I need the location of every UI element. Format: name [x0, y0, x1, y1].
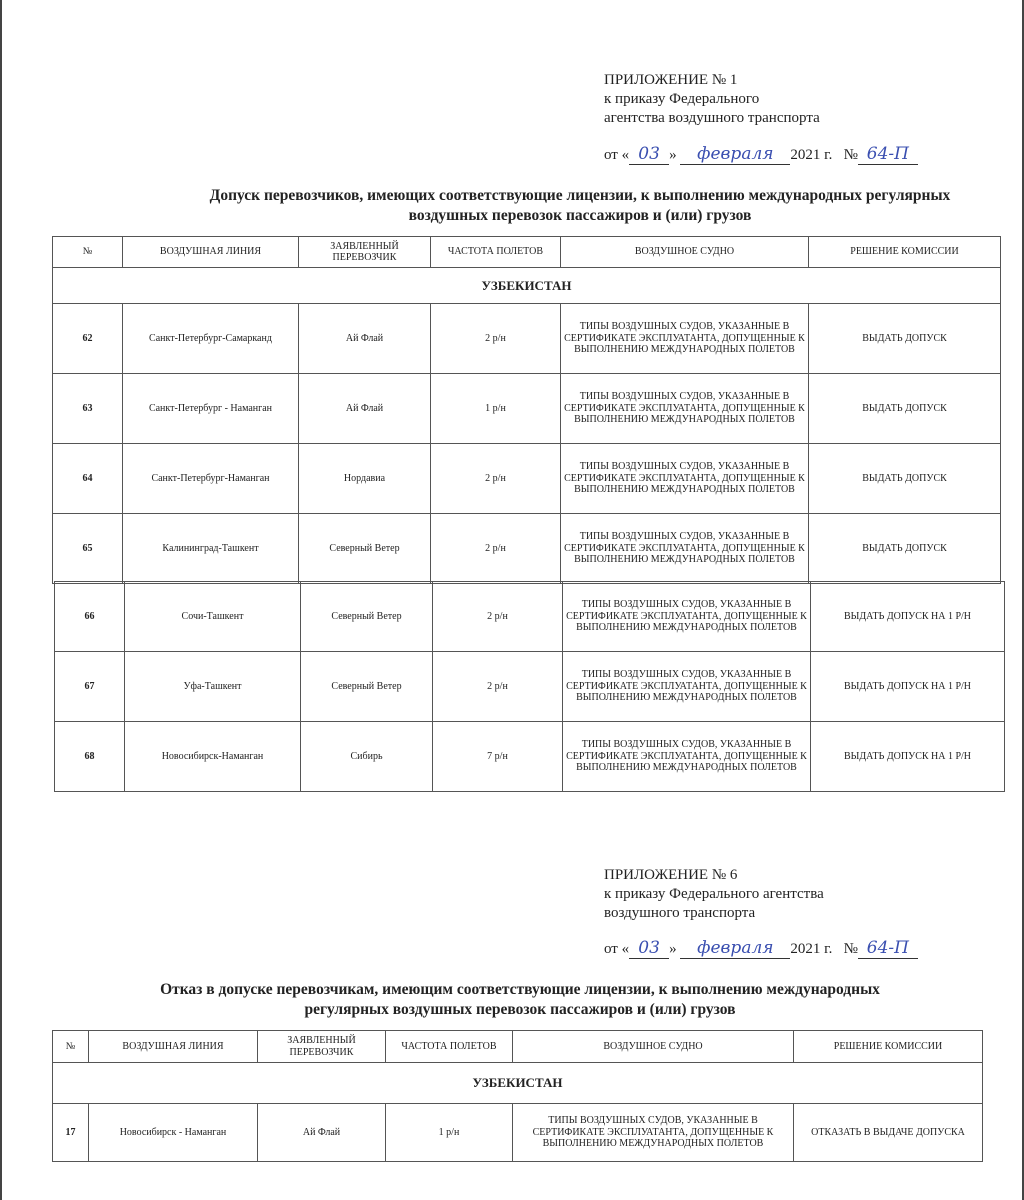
scan-edge	[0, 0, 2, 1200]
frequency: 2 р/н	[433, 582, 563, 652]
annex-line: к приказу Федерального	[604, 91, 760, 107]
aircraft-type: ТИПЫ ВОЗДУШНЫХ СУДОВ, УКАЗАННЫЕ В СЕРТИФИКАТЕ ЭКСПЛУАТАНТА, ДОПУЩЕННЫЕ К ВЫПОЛНЕНИЮ МЕЖДУНАРОДНЫХ ПОЛЕТОВ	[563, 722, 811, 792]
carrier: Ай Флай	[299, 374, 431, 444]
commission-decision: ВЫДАТЬ ДОПУСК НА 1 Р/Н	[811, 652, 1005, 722]
commission-decision: ОТКАЗАТЬ В ВЫДАЧЕ ДОПУСКА	[794, 1104, 983, 1162]
number-label: №	[843, 147, 858, 163]
table-header	[53, 237, 1001, 268]
col-header: ВОЗДУШНАЯ ЛИНИЯ	[89, 1031, 258, 1063]
commission-decision: ВЫДАТЬ ДОПУСК НА 1 Р/Н	[811, 722, 1005, 792]
carrier: Северный Ветер	[299, 514, 431, 584]
air-route: Новосибирск - Наманган	[89, 1104, 258, 1162]
number-label: №	[843, 941, 858, 957]
annex1-date	[604, 144, 918, 165]
carrier: Ай Флай	[258, 1104, 386, 1162]
aircraft-type: ТИПЫ ВОЗДУШНЫХ СУДОВ, УКАЗАННЫЕ В СЕРТИФИКАТЕ ЭКСПЛУАТАНТА, ДОПУЩЕННЫЕ К ВЫПОЛНЕНИЮ МЕЖДУНАРОДНЫХ ПОЛЕТОВ	[561, 444, 809, 514]
handwritten-number: 64-П	[858, 144, 918, 165]
annex-title: ПРИЛОЖЕНИЕ № 1	[604, 72, 738, 88]
frequency: 2 р/н	[431, 514, 561, 584]
aircraft-type: ТИПЫ ВОЗДУШНЫХ СУДОВ, УКАЗАННЫЕ В СЕРТИФИКАТЕ ЭКСПЛУАТАНТА, ДОПУЩЕННЫЕ К ВЫПОЛНЕНИЮ МЕЖДУНАРОДНЫХ ПОЛЕТОВ	[513, 1104, 794, 1162]
carrier: Северный Ветер	[301, 582, 433, 652]
col-header: №	[53, 1031, 89, 1063]
handwritten-month: февраля	[680, 938, 790, 959]
row-number: 65	[53, 514, 123, 584]
air-route: Санкт-Петербург - Наманган	[123, 374, 299, 444]
aircraft-type: ТИПЫ ВОЗДУШНЫХ СУДОВ, УКАЗАННЫЕ В СЕРТИФИКАТЕ ЭКСПЛУАТАНТА, ДОПУЩЕННЫЕ К ВЫПОЛНЕНИЮ МЕЖДУНАРОДНЫХ ПОЛЕТОВ	[561, 304, 809, 374]
heading-permit	[140, 186, 1020, 226]
table-row	[53, 1104, 983, 1162]
col-header: ЗАЯВЛЕННЫЙ ПЕРЕВОЗЧИК	[258, 1031, 386, 1063]
frequency: 1 р/н	[386, 1104, 513, 1162]
date-prefix: от «	[604, 147, 630, 163]
col-header: ВОЗДУШНОЕ СУДНО	[513, 1031, 794, 1063]
table-row	[55, 722, 1005, 792]
row-number: 62	[53, 304, 123, 374]
col-header: РЕШЕНИЕ КОМИССИИ	[809, 237, 1001, 268]
date-prefix: от «	[604, 941, 630, 957]
col-header: №	[53, 237, 123, 268]
col-header: ЗАЯВЛЕННЫЙ ПЕРЕВОЗЧИК	[299, 237, 431, 268]
heading-line: Допуск перевозчиков, имеющих соответствующие лицензии, к выполнению международных регулярных	[209, 187, 951, 204]
frequency: 2 р/н	[431, 304, 561, 374]
annex-line: к приказу Федерального агентства	[604, 886, 824, 902]
air-route: Новосибирск-Наманган	[125, 722, 301, 792]
annex-title: ПРИЛОЖЕНИЕ № 6	[604, 867, 738, 883]
heading-line: регулярных воздушных перевозок пассажиров и (или) грузов	[304, 1001, 736, 1018]
date-year: 2021 г.	[790, 147, 833, 163]
commission-decision: ВЫДАТЬ ДОПУСК	[809, 374, 1001, 444]
annex-line: воздушного транспорта	[604, 905, 756, 921]
frequency: 7 р/н	[433, 722, 563, 792]
table-header	[53, 1031, 983, 1063]
table-row	[53, 304, 1001, 374]
aircraft-type: ТИПЫ ВОЗДУШНЫХ СУДОВ, УКАЗАННЫЕ В СЕРТИФИКАТЕ ЭКСПЛУАТАНТА, ДОПУЩЕННЫЕ К ВЫПОЛНЕНИЮ МЕЖДУНАРОДНЫХ ПОЛЕТОВ	[561, 514, 809, 584]
col-header: ЧАСТОТА ПОЛЕТОВ	[386, 1031, 513, 1063]
frequency: 1 р/н	[431, 374, 561, 444]
table-row	[53, 514, 1001, 584]
col-header: ВОЗДУШНАЯ ЛИНИЯ	[123, 237, 299, 268]
table-row	[53, 374, 1001, 444]
heading-line: воздушных перевозок пассажиров и (или) грузов	[408, 207, 752, 224]
handwritten-number: 64-П	[858, 938, 918, 959]
row-number: 66	[55, 582, 125, 652]
annex6-date	[604, 938, 918, 959]
frequency: 2 р/н	[431, 444, 561, 514]
table-row	[55, 582, 1005, 652]
carrier: Ай Флай	[299, 304, 431, 374]
permit-table	[52, 236, 1001, 584]
heading-refusal	[80, 980, 960, 1020]
commission-decision: ВЫДАТЬ ДОПУСК	[809, 444, 1001, 514]
col-header: ВОЗДУШНОЕ СУДНО	[561, 237, 809, 268]
air-route: Калининград-Ташкент	[123, 514, 299, 584]
carrier: Нордавиа	[299, 444, 431, 514]
handwritten-day: 03	[629, 938, 669, 959]
aircraft-type: ТИПЫ ВОЗДУШНЫХ СУДОВ, УКАЗАННЫЕ В СЕРТИФИКАТЕ ЭКСПЛУАТАНТА, ДОПУЩЕННЫЕ К ВЫПОЛНЕНИЮ МЕЖДУНАРОДНЫХ ПОЛЕТОВ	[563, 582, 811, 652]
handwritten-month: февраля	[680, 144, 790, 165]
commission-decision: ВЫДАТЬ ДОПУСК НА 1 Р/Н	[811, 582, 1005, 652]
date-year: 2021 г.	[790, 941, 833, 957]
col-header: РЕШЕНИЕ КОМИССИИ	[794, 1031, 983, 1063]
country-row: УЗБЕКИСТАН	[53, 268, 1001, 304]
country-row: УЗБЕКИСТАН	[53, 1063, 983, 1104]
commission-decision: ВЫДАТЬ ДОПУСК	[809, 514, 1001, 584]
carrier: Северный Ветер	[301, 652, 433, 722]
air-route: Санкт-Петербург-Самарканд	[123, 304, 299, 374]
date-quote: »	[669, 941, 677, 957]
aircraft-type: ТИПЫ ВОЗДУШНЫХ СУДОВ, УКАЗАННЫЕ В СЕРТИФИКАТЕ ЭКСПЛУАТАНТА, ДОПУЩЕННЫЕ К ВЫПОЛНЕНИЮ МЕЖДУНАРОДНЫХ ПОЛЕТОВ	[563, 652, 811, 722]
table-row	[55, 652, 1005, 722]
heading-line: Отказ в допуске перевозчикам, имеющим соответствующие лицензии, к выполнению международных	[160, 981, 880, 998]
table-row	[53, 444, 1001, 514]
annex-line: агентства воздушного транспорта	[604, 110, 820, 126]
row-number: 63	[53, 374, 123, 444]
row-number: 17	[53, 1104, 89, 1162]
row-number: 64	[53, 444, 123, 514]
annex1-block	[604, 71, 820, 128]
commission-decision: ВЫДАТЬ ДОПУСК	[809, 304, 1001, 374]
aircraft-type: ТИПЫ ВОЗДУШНЫХ СУДОВ, УКАЗАННЫЕ В СЕРТИФИКАТЕ ЭКСПЛУАТАНТА, ДОПУЩЕННЫЕ К ВЫПОЛНЕНИЮ МЕЖДУНАРОДНЫХ ПОЛЕТОВ	[561, 374, 809, 444]
air-route: Уфа-Ташкент	[125, 652, 301, 722]
permit-table-continued	[54, 581, 1005, 792]
row-number: 67	[55, 652, 125, 722]
row-number: 68	[55, 722, 125, 792]
date-quote: »	[669, 147, 677, 163]
air-route: Санкт-Петербург-Наманган	[123, 444, 299, 514]
handwritten-day: 03	[629, 144, 669, 165]
carrier: Сибирь	[301, 722, 433, 792]
frequency: 2 р/н	[433, 652, 563, 722]
air-route: Сочи-Ташкент	[125, 582, 301, 652]
col-header: ЧАСТОТА ПОЛЕТОВ	[431, 237, 561, 268]
annex6-block	[604, 866, 824, 923]
refusal-table	[52, 1030, 983, 1162]
